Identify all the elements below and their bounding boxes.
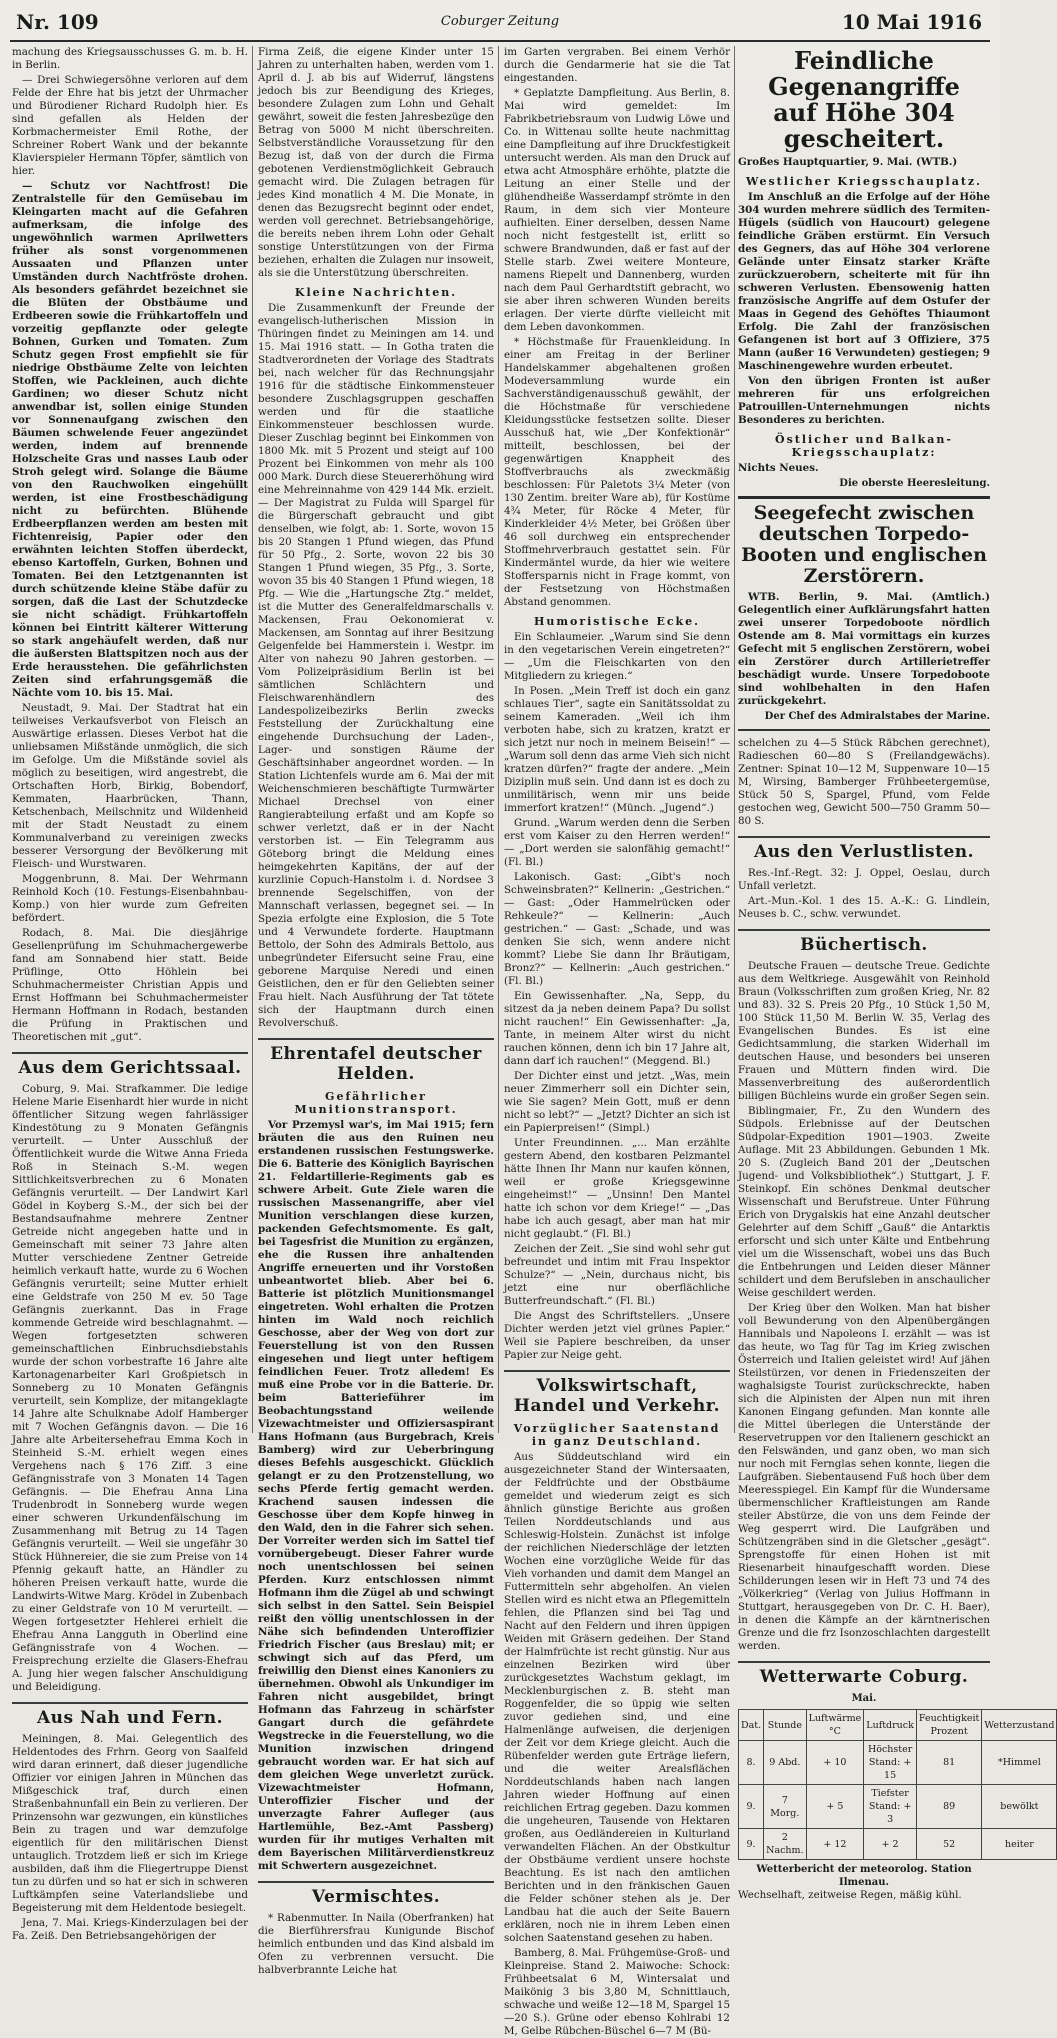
article-text: Aus Süddeutschland wird ein ausgezeichneter Stand der Wintersaaten, der Feldfrüchte und der Obstbäume gemeldet und wiederum zeigt es sich ähnlich günstige Berichte aus großen Teilen Norddeutschlands und aus Schleswig-Holstein. Zunächst ist infolge der reichlichen Niederschläge der letzten Wochen eine vorzügliche Weide für das Vieh vorhanden und damit dem Mangel an Futtermitteln sehr abgeholfen. An vielen Stellen wird es nicht etwa an Pflegemitteln fehlen, die Pflanzen sind bei Tag und Nacht auf den Feldern und ihren üppigen Weiden mit Gräsern gedeihen. Der Stand der Halmfrüchte ist recht günstig. Nur aus einzelnen Bezirken wird über zurückgesetztes Wachstum geklagt, im Mecklenburgischen z. B. steht man Roggenfelder, die so üppig wie selten zuvor gediehen sind, und eine Halmenlänge aufweisen, die derjenigen der Zeit vor dem Kriege gleicht. Auch die Rübenfelder werden gute Erträge liefern, und die weiter Arealsflächen Norddeutschlands haben nach langen Jahren wieder Hoffnung auf einen reichlichen Ertrag gegeben. Dazu kommen die ungeheuren, Tausende von Hektaren großen, aus Oedländereien in Kulturland verwandelten Flächen. An der Obstkultur der Obstbäume verdient unsere hochste Beachtung. Es ist nach den amtlichen Berichten und in den fränkischen Gauen die Felder schöner stehen als je. Der Landbau hat die auch der Seite Bauern erklären, noch nie in ihrem Leben einen solchen Saatenstand gesehen zu haben. xyxy=(504,1451,730,1944)
table-cell: Höchster Stand: + 15 xyxy=(864,1741,917,1785)
article-text: Deutsche Frauen — deutsche Treue. Gedichte aus dem Weltkriege. Ausgewählt von Reinhold Braun (Volksschriften zum großen Krieg, Nr. 82 und 83). 32 S. Preis 20 Pfg., 10 Stück 1,50 M, 100 Stück 11,50 M. Berlin W. 35, Verlag des Evangelischen Bundes. Es ist eine Gedichtsammlung, die starken Widerhall im deutschen Hause, und besonders bei unseren Frauen und Müttern finden wird. Die Massenverbreitung des außerordentlich billigen Büchleins wurde ein großer Segen sein. xyxy=(738,960,990,1102)
weather-header: Wetterzustand xyxy=(982,1710,1057,1741)
article-text: Ein Schlaumeier. „Warum sind Sie denn in den vegetarischen Verein eingetreten?“ — „Um die Fleischkarten von den Mitgliedern zu kriegen.“ xyxy=(504,631,730,682)
article-text: * Rabenmutter. In Naila (Oberfranken) hat die Bierführersfrau Kunigunde Bischof heimlich entbunden und das Kind alsbald im Ofen zu verbrennen versucht. Die halbverbrannte Leiche hat xyxy=(258,1912,494,1976)
weather-table xyxy=(738,1709,1057,1860)
table-cell: *Himmel xyxy=(982,1741,1057,1785)
article-text: In Posen. „Mein Treff ist doch ein ganz schlaues Tier“, sagte ein Sanitätssoldat zu seinem Kameraden. „Weil ich ihm verboten habe, sich zu kratzen, kratzt er sich jetzt nur noch in meinem Beisein!“ — „Warum soll denn das arme Vieh sich nicht kratzen dürfen?“ fragte der andere. „Mein Diziplin muß sein. Und dann ist es doch zu unmilitärisch, wenn mir uns beide immerfort kratzen!“ (Münch. „Jugend“.) xyxy=(504,685,730,814)
article-subheading: Vorzüglicher Saatenstand in ganz Deutschland. xyxy=(513,1422,721,1448)
weather-header: Stunde xyxy=(764,1710,806,1741)
section-heading: Aus Nah und Fern. xyxy=(12,1702,248,1728)
table-cell: 81 xyxy=(916,1741,981,1785)
article-text: Firma Zeiß, die eigene Kinder unter 15 Jahren zu unterhalten haben, werden vom 1. April d. J. ab bis auf Widerruf, längstens jedoch bis zur Beendigung des Krieges, besondere Zulagen zum Lohn und Gehalt gewährt, soweit die festen Jahresbezüge den Betrag von 5000 M nicht überschreiten. Selbstverständliche Voraussetzung für den Bezug ist, daß von der durch die Firma gebotenen Verdienstmöglichkeit Gebrauch gemacht wird. Die Zulagen betragen für jedes Kind monatlich 4 M. Die Monate, in denen das Bezugsrecht beginnt oder endet, werden voll gerechnet. Betriebsangehörige, die bereits neben ihrem Lohn oder Gehalt sonstige Unterstützungen von der Firma beziehen, erhalten die Zulagen nur insoweit, als sie die Unterstützung überschreiten. xyxy=(258,46,494,279)
section-heading: Vermischtes. xyxy=(258,1881,494,1907)
section-heading: Aus den Verlustlisten. xyxy=(738,836,990,862)
table-cell: + 5 xyxy=(806,1785,864,1829)
article-text: Unter Freundinnen. „... Man erzählte gestern Abend, den kostbaren Pelzmantel hätte Ihnen Ihr Mann nur kaufen können, weil er große Kriegsgewinne eingeheimst!“ — „Unsinn! Den Mantel hatte ich schon vor dem Kriege!“ — „Das habe ich auch gesagt, aber man hat mir nicht geglaubt.“ (Fl. Bl.) xyxy=(504,1137,730,1240)
headline xyxy=(738,48,990,152)
article-text: Grund. „Warum werden denn die Serben erst vom Kaiser zu den Herren werden!“ — „Dort werden sie salonfähig gemacht!“ (Fl. Bl.) xyxy=(504,817,730,868)
column-3 xyxy=(504,46,730,2037)
column-2 xyxy=(258,46,494,1976)
table-cell: bewölkt xyxy=(982,1785,1057,1829)
section-heading: Wetterwarte Coburg. xyxy=(738,1661,990,1687)
table-row xyxy=(739,1829,1057,1860)
masthead xyxy=(10,4,990,42)
weather-header: Feuchtigkeit Prozent xyxy=(916,1710,981,1741)
table-cell: 9 Abd. xyxy=(764,1741,806,1785)
article-text: Neustadt, 9. Mai. Der Stadtrat hat ein teilweises Verkaufsverbot von Fleisch an Auswärtige erlassen. Dieses Verbot hat die unliebsamen Mißstände unmöglich, die sich im Gefolge. Um die Mißstände soviel als möglich zu beseitigen, wird angestrebt, die Ortschaften Horb, Birkig, Bobendorf, Kemmaten, Haarbrücken, Thann, Ketschenbach, Meilschnitz und Wildenheid mit der Stadt Neustadt zu einem Kommunalverband zu vereinigen zwecks besserer Versorgung der Bevölkerung mit Fleisch- und Wurstwaren. xyxy=(12,702,248,870)
section-heading: Volkswirtschaft, Handel und Verkehr. xyxy=(504,1370,730,1416)
article-text: Im Anschluß an die Erfolge auf der Höhe 304 wurden mehrere südlich des Termiten-Hügels (südlich von Haucourt) gelegene feindliche Gräben erstürmt. Ein Versuch des Gegners, das auf Höhe 304 verlorene Gelände unter Einsatz starker Kräfte zurückzuerobern, scheiterte mit für ihn schweren Verlusten. Ebensowenig hatten französische Angriffe auf dem Ostufer der Maas in Gegend des Gehöftes Thiaumont Erfolg. Die Zahl der französischen Gefangenen ist bort auf 3 Offiziere, 375 Mann (außer 16 Verwundeten) gestiegen; 9 Maschinengewehre wurden erbeutet. xyxy=(738,191,990,372)
table-row xyxy=(739,1741,1057,1785)
article-text: Res.-Inf.-Regt. 32: J. Oppel, Oeslau, durch Unfall verletzt. xyxy=(738,867,990,892)
article-subheading: Westlicher Kriegsschauplatz. xyxy=(746,175,982,188)
paper-title: Coburger Zeitung xyxy=(440,14,560,29)
column-rule xyxy=(734,46,735,1433)
table-cell: + 10 xyxy=(806,1741,864,1785)
dateline: Großes Hauptquartier, 9. Mai. (WTB.) xyxy=(738,156,958,168)
article-text: Der Krieg über den Wolken. Man hat bisher voll Bewunderung von den Alpenübergängen Hannibals und Napoleons I. erzählt — was ist das heute, wo Tag für Tag im Krieg zwischen Österreich und Italien geleistet wird! Auf jähen Steilstürzen, vor denen in Friedenszeiten der waghalsigste Tourist zurückschreckte, haben sich die Alpinisten der Alpen nun mit ihren Kanonen Eingang gefunden. Man konnte alle die Mittel überlegen die Unterstände der Reservetruppen vor den Italienern geschickt an den Felswänden, und ganz oben, wo man sich nur noch mit Fernglas sehen konnte, liegen die Laufgräben. Siebentausend Fuß hoch über dem Meeresspiegel. Ein Kampf für die Wundersame übermenschlicher Kraftleistungen am Rande steiler Abstürze, die von uns dem Feinde der Weg gesperrt wird. Die Laufgräben und Schützengräben sind in die Gletscher „gesägt“. Sprengstoffe für einen Hohen ist mit Riesenarbeit hinaufgeschafft worden. Diese Schilderungen lesen wir in Heft 73 und 74 des „Völkerkrieg“ (Verlag von Julius Hoffmann in Stuttgart, herausgegeben von Dr. C. H. Baer), in denen die Kämpfe an der kärntnerischen Grenze und die frz Isonzoschlachten dargestellt werden. xyxy=(738,1302,990,1652)
table-cell: heiter xyxy=(982,1829,1057,1860)
article-text: Die Zusammenkunft der Freunde der evangelisch-lutherischen Mission in Thüringen findet zu Meiningen am 14. und 15. Mai 1916 statt. — In Gotha traten die Stadtverordneten der Vorlage des Stadtrats bei, nach welcher für das Rechnungsjahr 1916 für die städtische Einkommensteuer besondere Zuschlagsgruppen geschaffen werden und für die staatliche Einkommensteuer beschlossen wurde. Dieser Zuschlag beginnt bei Einkommen von 1800 Mk. mit 5 Prozent und steigt auf 100 Prozent bei Einkommen von mehr als 100 000 Mark. Durch diese Steuererhöhung wird eine Mehreinnahme von 429 144 Mk. erzielt. — Der Magistrat zu Fulda will Spargel für die Bürgerschaft gebraucht und gibt denselben, wie folgt, ab: 1. Sorte, wovon 15 bis 20 Stangen 1 Pfund wiegen, das Pfund für 50 Pfg., 2. Sorte, wovon 22 bis 30 Stangen 1 Pfund wiegen, 35 Pfg., 3. Sorte, wovon 35 bis 40 Stangen 1 Pfund wiegen, 18 Pfg. — Wie die „Hartungsche Ztg.“ meldet, ist die Mutter des Generalfeldmarschalls v. Mackensen, Frau Oekonomierat v. Mackensen, am Sonntag auf ihrer Besitzung Gelgenfelde bei Hammerstein i. Westpr. im Alter von nahezu 90 Jahren gestorben. — Vom Polizeipräsidium Berlin ist bei sämtlichen Schlächtern und Fleischwarenhändlern des Landespolizeibezirks Berlin zwecks Feststellung der Zurückhaltung eine eingehende Durchsuchung der Laden-, Lager- und sonstigen Räume der Geschäftsinhaber angeordnet worden. — In Station Lichtenfels wurde am 6. Mai der mit Weichenschmieren beschäftigte Turmwärter Michael Drechsel von einer Rangierabteilung erfaßt und am Kopfe so schwer verletzt, daß er in der Nacht verstorben ist. — Ein Telegramm aus Göteborg bringt die Meldung eines heimgekehrten Kapitäns, der auf der kurzlinie Copuch-Hanstolm i. d. Nordsee 3 brennende Segelschiffen, von der Mannschaft verlassen, begegnet sei. — In Spezia erfolgte eine Explosion, die 5 Tote und 4 Verwundete forderte. Hauptmann Bettolo, der Sohn des Admirals Bettolo, aus unbegründeter Eifersucht seine Frau, eine geborene Marquise Neredi und einen Geistlichen, den er für den Geliebten seiner Frau hielt. Nach Ausführung der Tat tötete sich der Hauptmann durch einen Revolverschuß. xyxy=(258,302,494,1029)
article-text: Bamberg, 8. Mai. Frühgemüse-Groß- und Kleinpreise. Stand 2. Maiwoche: Schock: Frühbeetsalat 6 M, Wintersalat und Maikönig 3 bis 3,80 M, Schnittlauch, schwache und weiße 12—18 M, Spargel 15—20 S.). Grüne oder ebenso Kohlrabi 12 M, Gelbe Rübchen-Büschel 6—7 M (Bü- xyxy=(504,1947,730,2037)
article-text: * Höchstmaße für Frauenkleidung. In einer am Freitag in der Berliner Handelskammer abgehaltenen großen Modeversammlung wurde ein Sachverständigenausschuß gewählt, der die Höchstmaße für verschiedene Kleidungsstücke festsetzen sollte. Dieser Ausschuß hat, wie „Der Konfektionär“ mitteilt, beschlossen, bei der gegenwärtigen Knappheit des Stoffverbrauchs als zweckmäßig beschlossen: Für Paletots 3¼ Meter (von 130 Zentim. breiter Ware ab), für Kostüme 4¾ Meter, für Röcke 4 Meter, für Kinderkleider 4½ Meter, bei Größen über 46 soll durchweg ein entsprechender Stoffmehrverbrauch gestattet sein. Für Kindermäntel wurde, da hier wie weitere Stoffersparnis nicht in Frage kommt, von der Festsetzung von Höchstmaßen Abstand genommen. xyxy=(504,336,730,608)
issue-date: 10 Mai 1916 xyxy=(841,10,982,34)
headline-line-1: Feindliche Gegenangriffe xyxy=(768,46,960,101)
article-text: Der Dichter einst und jetzt. „Was, mein neuer Zimmerherr soll ein Dichter sein, wie Sie sagen? Mein Gott, muß er denn nicht so lebt?“ — „Jetzt? Dichter an sich ist ein Papierpreisen!“ (Simpl.) xyxy=(504,1070,730,1134)
table-cell: 2 Nachm. xyxy=(764,1829,806,1860)
article-text: machung des Kriegsausschusses G. m. b. H. in Berlin. xyxy=(12,46,248,71)
article-text: Meiningen, 8. Mai. Gelegentlich des Heldentodes des Frhrn. Georg von Saalfeld wird daran erinnert, daß dieser jugendliche Offizier vor einigen Jahren in München das Mißgeschick traf, durch einen Straßenbahnunfall ein Bein zu verlieren. Der Prinzensohn war gezwungen, ein künstliches Bein zu tragen und war demzufolge eigentlich für den militärischen Dienst untauglich. Trotzdem ließ er sich im Kriege ausbilden, daß ihm die Fliegertruppe Dienst tun zu dürfen und so hat er sich in schweren Luftkämpfen seine Vaterlandsliebe und Begeisterung mit dem Heldentode besiegelt. xyxy=(12,1733,248,1914)
article-text: — Drei Schwiegersöhne verloren auf dem Felde der Ehre hat bis jetzt der Uhrmacher und Bürodiener Richard Rudolph hier. Es sind gefallen als Helden der Korbmachermeister Emil Rothe, der Schreiner Robert Wank und der bekannte Klavierspieler Hermann Töpfer, sämtlich von hier. xyxy=(12,74,248,177)
article-text: Moggenbrunn, 8. Mai. Der Wehrmann Reinhold Koch (10. Festungs-Eisenbahnbau-Komp.) von hier wurde zum Gefreiten befördert. xyxy=(12,873,248,924)
table-cell: 52 xyxy=(916,1829,981,1860)
signature: Die oberste Heeresleitung. xyxy=(839,478,990,489)
column-rule xyxy=(498,46,499,1433)
table-cell: 9. xyxy=(739,1785,764,1829)
article-text: — Schutz vor Nachtfrost! Die Zentralstelle für den Gemüsebau im Kleingarten macht auf die Gefahren aufmerksam, die infolge des ungewöhnlich warmen Aprilwetters früher als sonst vorgenommenen Aussaaten und Pflanzen unter Umständen durch Nachtfröste drohen. Als besonders gefährdet bezeichnet sie die Blüten der Obstbäume und Erdbeeren sowie die Frühkartoffeln und vorzeitig gepflanzte oder gelegte Bohnen, Gurken und Tomaten. Zum Schutz gegen Frost empfiehlt sie für niedrige Obstbäume Zelte von leichten Stoffen, wie Packleinen, auch dichte Gardinen; wo dieser Schutz nicht anwendbar ist, sollen einige Stunden vor Sonnenaufgang zwischen den Bäumen schwelende Feuer angezündet werden, indem auf brennende Holzscheite Gras und nasses Laub oder Stroh gelegt wird. Solange die Bäume von den Rauchwolken eingehüllt werden, ist eine Frostbeschädigung nicht zu befürchten. Blühende Erdbeerpflanzen werden am besten mit Fichtenreisig, Papier oder den erwähnten leichten Stoffen überdeckt, ebenso Kartoffeln, Gurken, Bohnen und Tomaten. Bei den Letztgenannten ist durch schützende kleine Stäbe dafür zu sorgen, daß die Last der Schutzdecke sie nicht schädigt. Frühkartoffeln können bei Eintritt kälterer Witterung so stark angehäufelt werden, daß nur die äußersten Blattspitzen noch aus der Erde herausstehen. Die gefährlichsten Zeiten sind erfahrungsgemäß die Nächte vom 10. bis 15. Mai. xyxy=(12,180,248,699)
column-4 xyxy=(738,46,1055,1901)
headline-line-2: auf Höhe 304 gescheitert. xyxy=(773,98,955,153)
article-text: Jena, 7. Mai. Kriegs-Kinderzulagen bei der Fa. Zeiß. Den Betriebsangehörigen der xyxy=(12,1917,248,1942)
section-heading: Büchertisch. xyxy=(738,929,990,955)
table-cell: 7 Morg. xyxy=(764,1785,806,1829)
article-text: Zeichen der Zeit. „Sie sind wohl sehr gut befreundet und intim mit Frau Inspektor Schulze?“ — „Nein, durchaus nicht, bis jetzt eine nur oberflächliche Butterfreundschaft.“ (Fl. Bl.) xyxy=(504,1243,730,1307)
table-cell: Tiefster Stand: + 3 xyxy=(864,1785,917,1829)
table-cell: 9. xyxy=(739,1829,764,1860)
section-heading: Kleine Nachrichten. xyxy=(294,286,458,299)
table-cell: 89 xyxy=(916,1785,981,1829)
article-text: * Geplatzte Dampfleitung. Aus Berlin, 8. Mai wird gemeldet: Im Fabrikbetriebsraum von Ludwig Löwe und Co. in Wittenau sollte heute nachmittag eine Dampfleitung auf ihre Druckfestigkeit untersucht werden. Als man den Druck auf etwa acht Atmosphäre erhöhte, platzte die Leitung an einer Stelle und der glühendheiße Wasserdampf strömte in den Raum, in dem sich vier Monteure aufhielten. Einer derselben, dessen Name noch nicht festgestellt ist, erlitt so schwere Brandwunden, daß er fast auf der Stelle starb. Zwei weitere Monteure, namens Riepelt und Dannenberg, wurden nach dem Paul Gerhardtstift gebracht, wo sie aber ihren schweren Wunden bereits erlagen. Der vierte dürfte vielleicht mit dem Leben davonkommen. xyxy=(504,87,730,333)
article-text: Nichts Neues. xyxy=(738,462,819,474)
table-row xyxy=(739,1785,1057,1829)
weather-note: Wetterbericht der meteorolog. Station Ilmenau. xyxy=(756,1864,972,1888)
weather-header: Luftwärme °C xyxy=(806,1710,864,1741)
signature: Der Chef des Admiralstabes der Marine. xyxy=(764,711,990,722)
article-text: schelchen zu 4—5 Stück Räbchen gerechnet), Radieschen 60—80 S (Freilandgewächs). Zentner: Spinat 10—12 M, Suppenware 10—15 M, Wirsing, Bamberger Frühbeetergemüse, Stück 50 S, Spargel, Pfund, vom Felde gestochen weg, Gewicht 500—750 Gramm 50—80 S. xyxy=(738,737,990,827)
section-heading: Aus dem Gerichtssaal. xyxy=(12,1052,248,1078)
article-text: Coburg, 9. Mai. Strafkammer. Die ledige Helene Marie Eisenhardt hier wurde in nicht öffentlicher Sitzung wegen fahrlässiger Kindestötung zu 9 Monaten Gefängnis verurteilt. — Unter Ausschluß der Öffentlichkeit wurde die Witwe Anna Frieda Roß in Steinach S.-M. wegen Sittlichkeitsverbrechen zu 6 Monaten Gefängnis verurteilt. — Der Landwirt Karl Gödel in Koyberg S.-M., der sich bei der Bestandsaufnahme mehrere Zentner Getreide nicht angegeben hatte und in Gemeinschaft mit seiner 73 Jahre alten Mutter verschiedene Zentner Getreide heimlich verkauft hatte, wurde zu 6 Wochen Gefängnis verurteilt; seine Mutter erhielt eine Geldstrafe von 250 M ev. 50 Tage Gefängnis zuerkannt. Das in Frage kommende Getreide wird beschlagnahmt. — Wegen fortgesetzten schweren gemeinschaftlichen Einbruchsdiebstahls wurde der schon vorbestrafte 16 Jahre alte Kartonagenarbeiter Karl Großpietsch in Sonneberg zu 10 Monaten Gefängnis verurteilt, sein Komplize, der mitangeklagte 14 Jahre alte Schulknabe Adolf Hamberger mit 7 Wochen Gefängnis davon. — Die 16 Jahre alte Arbeitersehefrau Emma Koch in Steinheid S.-M. erhielt wegen eines Vergehens nach § 176 Ziff. 3 eine Gefängnisstrafe von 3 Monaten 14 Tagen Gefängnis. — Die Ehefrau Anna Lina Trudenbrodt in Sonneberg wurde wegen einer schweren Urkundenfälschung im Zusammenhang mit Betrug zu 14 Tagen Gefängnis verurteilt. — Weil sie ungefähr 30 Stück Hühnereier, die sie zum Preise von 14 Pfennig gekauft hatte, an Händler zu höheren Preisen verkauft hatte, wurde die Landwirts-Witwe Marg. Krödel in Zubenbach zu einer Geldstrafe von 10 M verurteilt. — Wegen fortgesetzter Hehlerei erhielt die Ehefrau Anna Langguth in Oberlind eine Gefängnisstrafe von 4 Wochen. — Freisprechung erzielte die Glasers-Ehefrau A. Jung hier wegen falscher Anschuldigung und Beleidigung. xyxy=(12,1083,248,1693)
article-text: Die Angst des Schriftstellers. „Unsere Dichter werden jetzt viel grünes Papier.“ Weil sie Papiere beschreiben, da unser Papier zur Neige geht. xyxy=(504,1310,730,1361)
article-text: Biblingmaier, Fr., Zu den Wundern des Südpols. Erlebnisse auf der Deutschen Südpolar-Expedition 1901—1903. Zweite Auflage. Mit 23 Abbildungen. Gebunden 1 Mk. 20 S. (Zugleich Band 201 der „Deutschen Jugend- und Volksbibliothek“.) Stuttgart, J. F. Steinkopf. Ein schönes Denkmal deutscher Wissenschaft und Berufstreue. Unter Führung Erich von Drygalskis hat eine Anzahl deutscher Gelehrter auf dem Schiff „Gauß“ die Antarktis erforscht und sich unter Kälte und Entbehrung viel um die Wissenschaft, wobei uns das Buch die Entbehrungen und Leiden dieser Männer schildert und dem Berufsleben in anschaulicher Weise geschildert werden. xyxy=(738,1105,990,1299)
table-cell: 8. xyxy=(739,1741,764,1785)
article-text: im Garten vergraben. Bei einem Verhör durch die Gendarmerie hat sie die Tat eingestanden. xyxy=(504,46,730,84)
column-1 xyxy=(12,46,248,1942)
article-text: Art.-Mun.-Kol. 1 des 15. A.-K.: G. Lindlein, Neuses b. C., schw. verwundet. xyxy=(738,895,990,920)
table-cell: + 2 xyxy=(864,1829,917,1860)
table-cell: + 12 xyxy=(806,1829,864,1860)
column-rule xyxy=(252,46,253,1433)
article-text: WTB. Berlin, 9. Mai. (Amtlich.) Gelegentlich einer Aufklärungsfahrt hatten zwei unserer Torpedoboote nördlich Ostende am 8. Mai vormittags ein kurzes Gefecht mit 5 englischen Zerstörern, wobei ein Zerstörer durch Artillerietreffer beschädigt wurde. Unsere Torpedoboote sind wohlbehalten in den Hafen zurückgekehrt. xyxy=(738,591,990,707)
article-subheading: Östlicher und Balkan-Kriegsschauplatz: xyxy=(775,433,953,459)
article-text: Ein Gewissenhafter. „Na, Sepp, du sitzest da ja neben deinem Papa? Du sollst nicht rauchen!“ Ein Gewissenhafter: „Ja, Tante, in meinem Alter wirst du nicht rauchen können, denn ich bin 17 Jahre alt, dann darf ich rauchen!“ (Meggend. Bl.) xyxy=(504,990,730,1067)
article-subheading: Gefährlicher Munitionstransport. xyxy=(294,1090,458,1116)
issue-number: Nr. 109 xyxy=(16,10,99,34)
section-heading: Humoristische Ecke. xyxy=(533,615,701,628)
section-heading: Ehrentafel deutscher Helden. xyxy=(258,1038,494,1084)
article-text: Vor Przemysl war's, im Mai 1915; fern bräuten die aus den Ruinen neu erstandenen russischen Festungswerke. Die 6. Batterie des Königlich Bayrischen 21. Feldartillerie-Regiments gab es schwere Arbeit. Gute Ziele waren die russischen Massenangriffe, aber viel Munition verschlangen diese kurzen, packenden Gefechtsmomente. Es galt, bei Tagesfrist die Munition zu ergänzen, ehe die Russen ihre anhaltenden Angriffe erneuerten und ihr Vorstoßen unbeantwortet blieb. Aber bei 6. Batterie ist plötzlich Munitionsmangel eingetreten. Wohl erhalten die Protzen hinten im Wald noch reichlich Geschosse, aber der Weg von dort zur Feuerstellung ist von den Russen eingesehen und liegt unter heftigem feindlichen Feuer. Trotz alledem! Es muß eine Probe vor in die Batterie. Dr. beim Batterieführer im Beobachtungsstand weilende Vizewachtmeister und Offiziersaspirant Hans Hofmann (aus Burgebrach, Kreis Bamberg) wird zur Ueberbringung dieses Befehls ausgeschickt. Glücklich gelangt er zu den Protzenstellung, wo sechs Pferde fertig gemacht werden. Krachend sausen indessen die Geschosse über dem Kopfe hinweg in den Wald, den in die Fahrer sich sehen. Der Vorreiter werden sich im Sattel tief vornübergebeugt. Dieser Fahrer wurde noch unentschlossen bei seinen Pferden. Kurz entschlossen nimmt Hofmann ihm die Zügel ab und schwingt sich selbst in den Sattel. Sein Beispiel reißt den völlig unentschlossen in der Nähe sich befindenden Unteroffizier Friedrich Fischer (aus Breslau) mit; er schwingt sich auf das Pferd, um freiwillig den Dienst eines Kanoniers zu übernehmen. Obwohl als Unkundiger im Fahren nicht ausgebildet, bringt Hofmann das Fahrzeug in schärfster Gangart durch die gefährdete Wegstrecke in die Feuerstellung, wo die Munition inzwischen dringend gebraucht worden war. Er hat sich auf dem gleichen Wege unverletzt zurück. Vizewachtmeister Hofmann, Unteroffizier Fischer und der unverzagte Fahrer Aufleger (aus Hartlemühle, Bez.-Amt Passberg) wurden für ihr mutiges Verhalten mit dem Bayerischen Militärverdienstkreuz mit Schwertern ausgezeichnet. xyxy=(258,1119,494,1872)
article-text: Von den übrigen Fronten ist außer mehreren für uns erfolgreichen Patrouillen-Unternehmungen nichts Besonderes zu berichten. xyxy=(738,375,990,426)
article-text: Lakonisch. Gast: „Gibt's noch Schweinsbraten?“ Kellnerin: „Gestrichen.“ — Gast: „Oder Hammelrücken oder Rehkeule?“ — Kellnerin: „Auch gestrichen.“ — Gast: „Schade, und was denken Sie sich, wenn andere nicht kommt? Liebe Sie dann Ihr Bräutigam, Bronz?“ — Kellnerin: „Auch gestrichen.“ (Fl. Bl.) xyxy=(504,871,730,987)
weather-forecast: Wechselhaft, zeitweise Regen, mäßig kühl. xyxy=(738,1889,962,1901)
weather-month: Mai. xyxy=(851,1693,877,1704)
weather-header: Luftdruck xyxy=(864,1710,917,1741)
weather-header: Dat. xyxy=(739,1710,764,1741)
divider xyxy=(738,729,990,731)
article-text: Rodach, 8. Mai. Die diesjährige Gesellenprüfung im Schuhmachergewerbe fand am Sonnabend hier statt. Beide Prüflinge, Otto Höhlein bei Schuhmachermeister Christian Appis und Ernst Hoffmann bei Schuhmachermeister Hermann Hoffmann in Rodach, bestanden die Prüfung in Praktischen und Theoretischen mit „gut“. xyxy=(12,927,248,1043)
headline: Seegefecht zwischen deutschen Torpedo-Booten und englischen Zerstörern. xyxy=(738,496,990,587)
weather-header-row xyxy=(739,1710,1057,1741)
